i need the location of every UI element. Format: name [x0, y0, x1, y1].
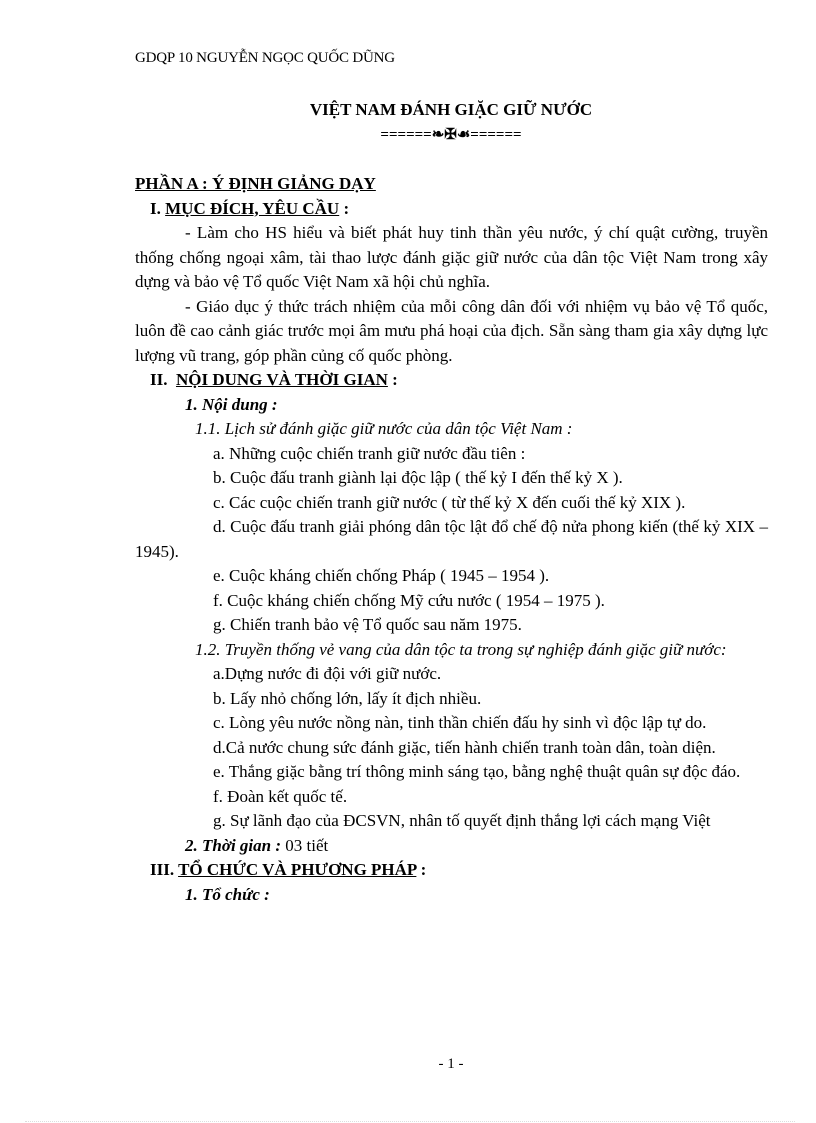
- content-heading: 1. Nội dung :: [185, 394, 278, 414]
- section-suffix: :: [387, 370, 398, 389]
- section-heading-1: [135, 197, 768, 222]
- document-body: [135, 172, 768, 907]
- part-a-title: PHẦN A : Ý ĐỊNH GIẢNG DẠY: [135, 174, 376, 193]
- list-item: a.Dựng nước đi đội với giữ nước.: [213, 664, 442, 683]
- section-title: NỘI DUNG VÀ THỜI GIAN: [175, 370, 388, 389]
- list-item: f. Cuộc kháng chiến chống Mỹ cứu nước ( 1954 – 1975 ).: [213, 590, 605, 610]
- section-number: I.: [150, 198, 161, 218]
- section-suffix: :: [339, 198, 350, 218]
- page-header: GDQP 10 NGUYỄN NGỌC QUỐC DŨNG: [135, 50, 395, 66]
- section-heading-2: [135, 368, 768, 393]
- section-title: MỤC ĐÍCH, YÊU CẦU: [165, 198, 340, 218]
- time-label: 2. Thời gian :: [185, 835, 282, 855]
- list-item: g. Chiến tranh bảo vệ Tổ quốc sau năm 1975.: [213, 615, 522, 634]
- organization-heading: 1. Tổ chức :: [185, 884, 270, 904]
- section-number: II.: [150, 370, 168, 389]
- time-value: 03 tiết: [281, 835, 329, 855]
- list-item: g. Sự lãnh đạo của ĐCSVN, nhân tố quyết định thắng lợi cách mạng Việt: [213, 811, 711, 830]
- page-bottom-divider: [25, 1121, 795, 1122]
- part-heading: [135, 172, 768, 197]
- list-item: e. Cuộc kháng chiến chống Pháp ( 1945 – 1954 ).: [213, 566, 550, 585]
- section-suffix: :: [416, 860, 427, 879]
- paragraph-education: - Giáo dục ý thức trách nhiệm của mỗi công dân đối với nhiệm vụ bảo vệ Tổ quốc, luôn đề cao cảnh giác trước mọi âm mưu phá hoại của địch. Sẵn sàng tham gia xây dựng lực lượng vũ trang, góp phần củng cố quốc phòng.: [135, 296, 768, 365]
- section-title: TỔ CHỨC VÀ PHƯƠNG PHÁP: [178, 860, 417, 879]
- subheading-tradition: 1.2. Truyền thống vẻ vang của dân tộc ta trong sự nghiệp đánh giặc giữ nước:: [195, 639, 727, 659]
- section-heading-3: [135, 858, 768, 883]
- page-number: - 1 -: [438, 1056, 464, 1072]
- list-item: b. Cuộc đấu tranh giành lại độc lập ( thế kỷ I đến thế kỷ X ).: [213, 468, 623, 487]
- document-title: VIỆT NAM ĐÁNH GIẶC GIỮ NƯỚC: [309, 100, 593, 119]
- list-item: d.Cả nước chung sức đánh giặc, tiến hành chiến tranh toàn dân, toàn diện.: [213, 737, 716, 757]
- subheading-history: 1.1. Lịch sử đánh giặc giữ nước của dân tộc Việt Nam :: [195, 419, 573, 438]
- list-item: f. Đoàn kết quốc tế.: [213, 786, 348, 806]
- section-number: III.: [150, 860, 175, 879]
- title-ornament-separator: ======❧✠☙======: [380, 127, 522, 143]
- list-item: c. Các cuộc chiến tranh giữ nước ( từ thế kỷ X đến cuối thế kỷ XIX ).: [213, 492, 686, 512]
- list-item: d. Cuộc đấu tranh giải phóng dân tộc lật đổ chế độ nửa phong kiến (thế kỷ XIX – 1945).: [135, 517, 768, 561]
- list-item: a. Những cuộc chiến tranh giữ nước đầu tiên :: [213, 443, 526, 463]
- list-item: c. Lòng yêu nước nồng nàn, tinh thần chiến đấu hy sinh vì độc lập tự do.: [213, 713, 707, 732]
- list-item: b. Lấy nhỏ chống lớn, lấy ít địch nhiều.: [213, 688, 482, 708]
- time-line: [135, 834, 768, 859]
- paragraph-purpose: - Làm cho HS hiểu và biết phát huy tinh thần yêu nước, ý chí quật cường, truyền thống chống ngoại xâm, tài thao lược đánh giặc giữ nước của dân tộc Việt Nam trong xây dựng và bảo vệ Tổ quốc Việt Nam xã hội chủ nghĩa.: [135, 223, 768, 291]
- list-item: e. Thắng giặc bằng trí thông minh sáng tạo, bằng nghệ thuật quân sự độc đáo.: [213, 762, 741, 781]
